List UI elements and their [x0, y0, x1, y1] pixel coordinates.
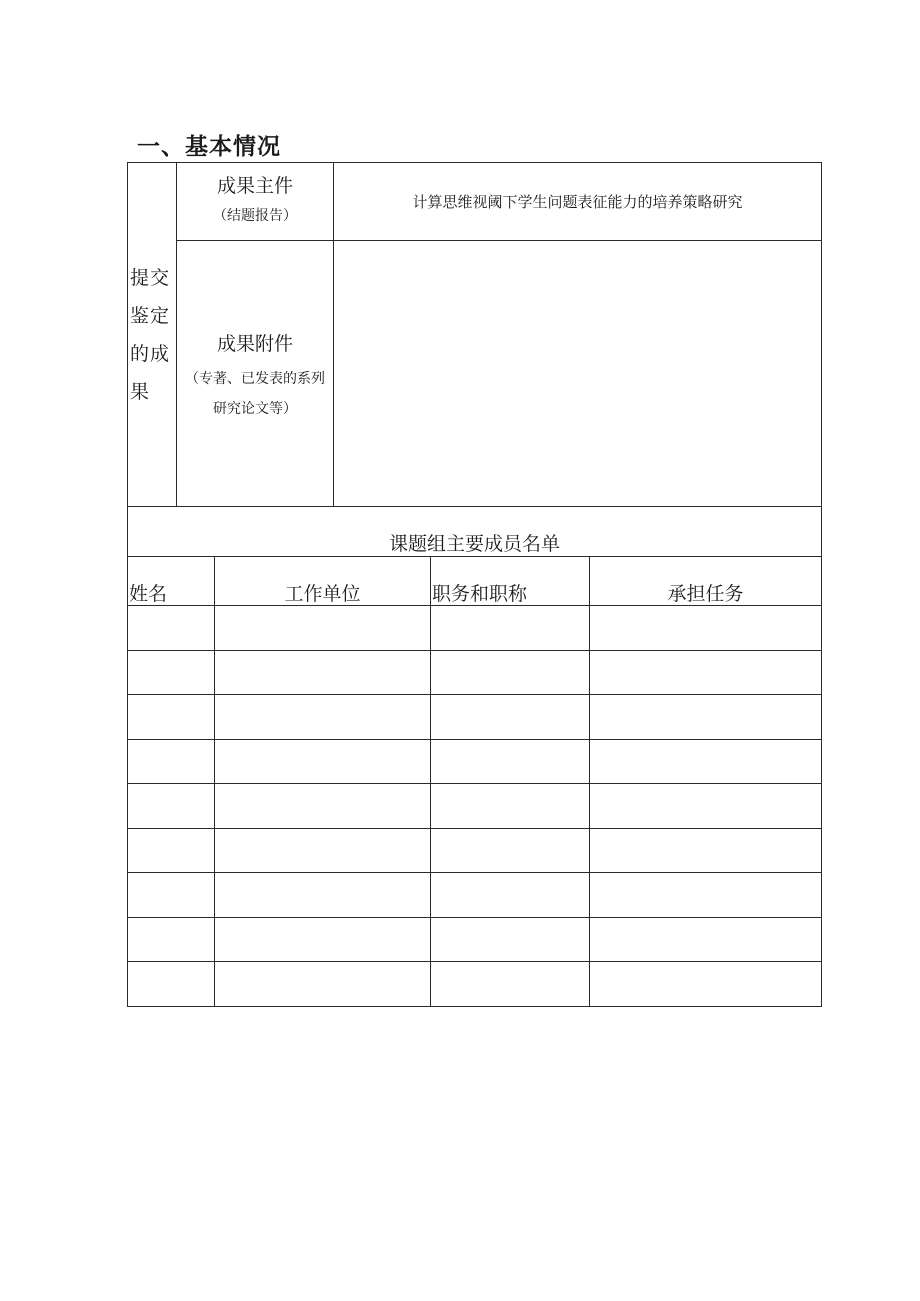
member-cell-name[interactable] [128, 873, 214, 917]
member-cell-title[interactable] [431, 695, 589, 739]
member-cell-title[interactable] [431, 873, 589, 917]
member-cell-title[interactable] [431, 784, 589, 828]
member-cell-work-unit[interactable] [215, 784, 430, 828]
member-cell-title[interactable] [431, 918, 589, 961]
border-right [821, 162, 822, 1007]
member-cell-title[interactable] [431, 962, 589, 1006]
member-cell-work-unit[interactable] [215, 695, 430, 739]
col-header-title: 职务和职称 [432, 582, 528, 605]
member-cell-task[interactable] [590, 873, 821, 917]
main-value-cell[interactable] [334, 162, 821, 240]
submission-side-label: 提交鉴定的成果 [130, 266, 171, 403]
member-cell-task[interactable] [590, 651, 821, 694]
col-header-task: 承担任务 [667, 582, 744, 605]
main-label: 成果主件 [216, 175, 293, 197]
member-cell-task[interactable] [590, 829, 821, 872]
border-bottom [127, 1006, 822, 1007]
member-cell-title[interactable] [431, 606, 589, 650]
member-cell-name[interactable] [128, 829, 214, 872]
member-cell-task[interactable] [590, 740, 821, 783]
member-cell-name[interactable] [128, 740, 214, 783]
member-cell-title[interactable] [431, 740, 589, 783]
member-cell-name[interactable] [128, 606, 214, 650]
member-cell-work-unit[interactable] [215, 606, 430, 650]
col-header-name: 姓名 [129, 582, 168, 605]
attach-label: 成果附件 [216, 332, 293, 355]
members-title: 课题组主要成员名单 [388, 533, 560, 555]
member-cell-work-unit[interactable] [215, 918, 430, 961]
member-cell-work-unit[interactable] [215, 651, 430, 694]
submission-side-label-cell [127, 162, 177, 507]
member-cell-task[interactable] [590, 962, 821, 1006]
member-cell-task[interactable] [590, 695, 821, 739]
attach-sub-label: （专著、已发表的系列研究论文等） [185, 370, 325, 417]
main-value: 计算思维视阈下学生问题表征能力的培养策略研究 [412, 192, 743, 211]
attach-label-cell [177, 241, 333, 506]
member-cell-name[interactable] [128, 962, 214, 1006]
member-cell-work-unit[interactable] [215, 740, 430, 783]
col-header-work-unit: 工作单位 [284, 582, 361, 605]
member-cell-work-unit[interactable] [215, 962, 430, 1006]
main-sub-label: （结题报告） [213, 208, 297, 224]
member-cell-name[interactable] [128, 784, 214, 828]
member-cell-title[interactable] [431, 829, 589, 872]
member-cell-task[interactable] [590, 606, 821, 650]
member-cell-work-unit[interactable] [215, 829, 430, 872]
main-label-cell [177, 162, 333, 240]
member-cell-work-unit[interactable] [215, 873, 430, 917]
member-cell-name[interactable] [128, 695, 214, 739]
member-cell-name[interactable] [128, 918, 214, 961]
member-cell-title[interactable] [431, 651, 589, 694]
member-cell-name[interactable] [128, 651, 214, 694]
section-heading: 一、基本情况 [137, 134, 281, 160]
member-cell-task[interactable] [590, 784, 821, 828]
attach-value-cell[interactable] [334, 241, 821, 506]
member-cell-task[interactable] [590, 918, 821, 961]
